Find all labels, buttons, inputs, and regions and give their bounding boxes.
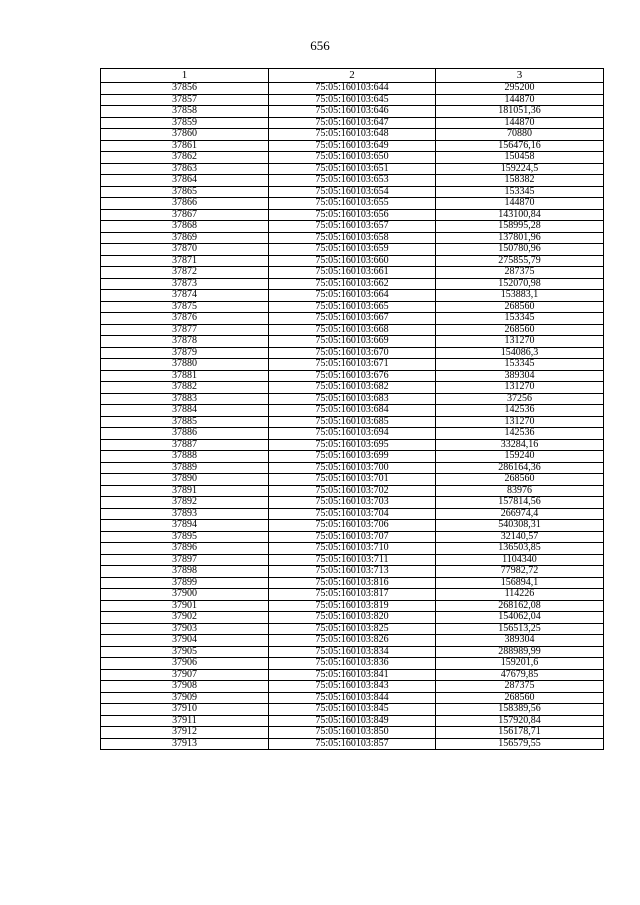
value-cell: 156579,55 (436, 738, 604, 750)
row-number-cell: 37864 (101, 175, 269, 187)
row-number-cell: 37871 (101, 255, 269, 267)
value-cell: 131270 (436, 416, 604, 428)
table-row (101, 635, 604, 647)
table-row (101, 692, 604, 704)
value-cell: 295200 (436, 83, 604, 95)
cadastral-number-cell: 75:05:160103:817 (269, 589, 436, 601)
cadastral-number-cell: 75:05:160103:670 (269, 347, 436, 359)
value-cell: 77982,72 (436, 566, 604, 578)
cadastral-number-cell: 75:05:160103:841 (269, 669, 436, 681)
table-row (101, 416, 604, 428)
row-number-cell: 37892 (101, 497, 269, 509)
row-number-cell: 37894 (101, 520, 269, 532)
cadastral-number-cell: 75:05:160103:667 (269, 313, 436, 325)
row-number-cell: 37884 (101, 405, 269, 417)
table-row (101, 623, 604, 635)
row-number-cell: 37861 (101, 140, 269, 152)
table-row (101, 462, 604, 474)
cadastral-number-cell: 75:05:160103:683 (269, 393, 436, 405)
table-row (101, 393, 604, 405)
row-number-cell: 37908 (101, 681, 269, 693)
table-row (101, 646, 604, 658)
cadastral-number-cell: 75:05:160103:685 (269, 416, 436, 428)
value-cell: 181051,36 (436, 106, 604, 118)
page-number: 656 (310, 38, 330, 53)
table-row (101, 681, 604, 693)
table-row (101, 244, 604, 256)
table-row (101, 198, 604, 210)
row-number-cell: 37900 (101, 589, 269, 601)
value-cell: 288989,99 (436, 646, 604, 658)
cadastral-number-cell: 75:05:160103:646 (269, 106, 436, 118)
table-row (101, 451, 604, 463)
row-number-cell: 37869 (101, 232, 269, 244)
table-row (101, 152, 604, 164)
cadastral-number-cell: 75:05:160103:819 (269, 600, 436, 612)
value-cell: 156178,71 (436, 727, 604, 739)
row-number-cell: 37860 (101, 129, 269, 141)
cadastral-number-cell: 75:05:160103:664 (269, 290, 436, 302)
table-row (101, 566, 604, 578)
table-row (101, 589, 604, 601)
cadastral-number-cell: 75:05:160103:665 (269, 301, 436, 313)
table-row (101, 612, 604, 624)
value-cell: 157920,84 (436, 715, 604, 727)
row-number-cell: 37875 (101, 301, 269, 313)
cadastral-number-cell: 75:05:160103:834 (269, 646, 436, 658)
table-row (101, 577, 604, 589)
value-cell: 540308,31 (436, 520, 604, 532)
value-cell: 144870 (436, 94, 604, 106)
row-number-cell: 37872 (101, 267, 269, 279)
value-cell: 144870 (436, 198, 604, 210)
value-cell: 150780,96 (436, 244, 604, 256)
value-cell: 136503,85 (436, 543, 604, 555)
value-cell: 158995,28 (436, 221, 604, 233)
value-cell: 153345 (436, 313, 604, 325)
cadastral-number-cell: 75:05:160103:820 (269, 612, 436, 624)
row-number-cell: 37866 (101, 198, 269, 210)
table-row (101, 313, 604, 325)
value-cell: 153345 (436, 359, 604, 371)
cadastral-number-cell: 75:05:160103:701 (269, 474, 436, 486)
table-row (101, 94, 604, 106)
row-number-cell: 37870 (101, 244, 269, 256)
value-cell: 114226 (436, 589, 604, 601)
cadastral-number-cell: 75:05:160103:655 (269, 198, 436, 210)
cadastral-number-cell: 75:05:160103:704 (269, 508, 436, 520)
table-row (101, 474, 604, 486)
value-cell: 131270 (436, 336, 604, 348)
row-number-cell: 37867 (101, 209, 269, 221)
value-cell: 154086,3 (436, 347, 604, 359)
value-cell: 158389,56 (436, 704, 604, 716)
cadastral-number-cell: 75:05:160103:650 (269, 152, 436, 164)
table-row (101, 738, 604, 750)
table-row (101, 117, 604, 129)
table-row (101, 439, 604, 451)
row-number-cell: 37909 (101, 692, 269, 704)
cadastral-number-cell: 75:05:160103:668 (269, 324, 436, 336)
value-cell: 154062,04 (436, 612, 604, 624)
value-cell: 159240 (436, 451, 604, 463)
row-number-cell: 37912 (101, 727, 269, 739)
cadastral-number-cell: 75:05:160103:707 (269, 531, 436, 543)
cadastral-number-cell: 75:05:160103:699 (269, 451, 436, 463)
row-number-cell: 37893 (101, 508, 269, 520)
cadastral-number-cell: 75:05:160103:706 (269, 520, 436, 532)
cadastral-number-cell: 75:05:160103:657 (269, 221, 436, 233)
value-cell: 156476,16 (436, 140, 604, 152)
table-header-row (101, 69, 604, 83)
table-row (101, 324, 604, 336)
table-row (101, 669, 604, 681)
value-cell: 33284,16 (436, 439, 604, 451)
cadastral-number-cell: 75:05:160103:669 (269, 336, 436, 348)
column-header-2: 2 (269, 69, 436, 83)
column-header-1: 1 (101, 69, 269, 83)
cadastral-number-cell: 75:05:160103:661 (269, 267, 436, 279)
value-cell: 275855,79 (436, 255, 604, 267)
table-row (101, 405, 604, 417)
table-row (101, 163, 604, 175)
row-number-cell: 37905 (101, 646, 269, 658)
value-cell: 152070,98 (436, 278, 604, 290)
row-number-cell: 37913 (101, 738, 269, 750)
row-number-cell: 37865 (101, 186, 269, 198)
row-number-cell: 37890 (101, 474, 269, 486)
value-cell: 286164,36 (436, 462, 604, 474)
table-row (101, 278, 604, 290)
row-number-cell: 37873 (101, 278, 269, 290)
value-cell: 157814,56 (436, 497, 604, 509)
cadastral-number-cell: 75:05:160103:644 (269, 83, 436, 95)
value-cell: 83976 (436, 485, 604, 497)
table-row (101, 347, 604, 359)
row-number-cell: 37903 (101, 623, 269, 635)
value-cell: 268560 (436, 301, 604, 313)
table-row (101, 209, 604, 221)
cadastral-number-cell: 75:05:160103:656 (269, 209, 436, 221)
value-cell: 142536 (436, 428, 604, 440)
value-cell: 266974,4 (436, 508, 604, 520)
row-number-cell: 37887 (101, 439, 269, 451)
row-number-cell: 37911 (101, 715, 269, 727)
table-row (101, 290, 604, 302)
value-cell: 150458 (436, 152, 604, 164)
row-number-cell: 37882 (101, 382, 269, 394)
value-cell: 158382 (436, 175, 604, 187)
table-row (101, 727, 604, 739)
table-row (101, 232, 604, 244)
table-row (101, 129, 604, 141)
row-number-cell: 37895 (101, 531, 269, 543)
value-cell: 156894,1 (436, 577, 604, 589)
cadastral-number-cell: 75:05:160103:654 (269, 186, 436, 198)
cadastral-number-cell: 75:05:160103:694 (269, 428, 436, 440)
row-number-cell: 37883 (101, 393, 269, 405)
value-cell: 268560 (436, 692, 604, 704)
row-number-cell: 37880 (101, 359, 269, 371)
table-row (101, 531, 604, 543)
cadastral-number-cell: 75:05:160103:710 (269, 543, 436, 555)
cadastral-number-cell: 75:05:160103:676 (269, 370, 436, 382)
row-number-cell: 37862 (101, 152, 269, 164)
row-number-cell: 37859 (101, 117, 269, 129)
row-number-cell: 37881 (101, 370, 269, 382)
row-number-cell: 37898 (101, 566, 269, 578)
table-row (101, 715, 604, 727)
table-row (101, 175, 604, 187)
row-number-cell: 37858 (101, 106, 269, 118)
value-cell: 159201,6 (436, 658, 604, 670)
table-row (101, 255, 604, 267)
value-cell: 153345 (436, 186, 604, 198)
table-row (101, 485, 604, 497)
cadastral-number-cell: 75:05:160103:700 (269, 462, 436, 474)
table-row (101, 554, 604, 566)
value-cell: 159224,5 (436, 163, 604, 175)
table-row (101, 497, 604, 509)
row-number-cell: 37886 (101, 428, 269, 440)
column-header-3: 3 (436, 69, 604, 83)
row-number-cell: 37899 (101, 577, 269, 589)
value-cell: 268560 (436, 474, 604, 486)
table-row (101, 600, 604, 612)
row-number-cell: 37878 (101, 336, 269, 348)
data-table (100, 68, 604, 750)
row-number-cell: 37885 (101, 416, 269, 428)
row-number-cell: 37879 (101, 347, 269, 359)
row-number-cell: 37907 (101, 669, 269, 681)
cadastral-number-cell: 75:05:160103:662 (269, 278, 436, 290)
cadastral-number-cell: 75:05:160103:849 (269, 715, 436, 727)
table-row (101, 359, 604, 371)
row-number-cell: 37897 (101, 554, 269, 566)
value-cell: 153883,1 (436, 290, 604, 302)
row-number-cell: 37888 (101, 451, 269, 463)
value-cell: 1104340 (436, 554, 604, 566)
row-number-cell: 37904 (101, 635, 269, 647)
cadastral-number-cell: 75:05:160103:825 (269, 623, 436, 635)
value-cell: 131270 (436, 382, 604, 394)
cadastral-number-cell: 75:05:160103:816 (269, 577, 436, 589)
row-number-cell: 37856 (101, 83, 269, 95)
row-number-cell: 37889 (101, 462, 269, 474)
table-row (101, 83, 604, 95)
row-number-cell: 37902 (101, 612, 269, 624)
row-number-cell: 37877 (101, 324, 269, 336)
cadastral-number-cell: 75:05:160103:845 (269, 704, 436, 716)
table-row (101, 221, 604, 233)
table-row (101, 370, 604, 382)
row-number-cell: 37857 (101, 94, 269, 106)
row-number-cell: 37891 (101, 485, 269, 497)
cadastral-number-cell: 75:05:160103:658 (269, 232, 436, 244)
row-number-cell: 37874 (101, 290, 269, 302)
row-number-cell: 37868 (101, 221, 269, 233)
table-body (101, 83, 604, 750)
cadastral-number-cell: 75:05:160103:653 (269, 175, 436, 187)
table-row (101, 508, 604, 520)
cadastral-number-cell: 75:05:160103:826 (269, 635, 436, 647)
table-row (101, 658, 604, 670)
table-row (101, 520, 604, 532)
row-number-cell: 37906 (101, 658, 269, 670)
table-row (101, 543, 604, 555)
table-row (101, 140, 604, 152)
cadastral-number-cell: 75:05:160103:671 (269, 359, 436, 371)
table-row (101, 301, 604, 313)
value-cell: 144870 (436, 117, 604, 129)
value-cell: 47679,85 (436, 669, 604, 681)
row-number-cell: 37910 (101, 704, 269, 716)
cadastral-number-cell: 75:05:160103:659 (269, 244, 436, 256)
cadastral-number-cell: 75:05:160103:857 (269, 738, 436, 750)
cadastral-number-cell: 75:05:160103:651 (269, 163, 436, 175)
cadastral-number-cell: 75:05:160103:702 (269, 485, 436, 497)
cadastral-number-cell: 75:05:160103:647 (269, 117, 436, 129)
table-row (101, 186, 604, 198)
cadastral-number-cell: 75:05:160103:703 (269, 497, 436, 509)
table-row (101, 382, 604, 394)
table-row (101, 267, 604, 279)
cadastral-number-cell: 75:05:160103:843 (269, 681, 436, 693)
table-row (101, 428, 604, 440)
table-row (101, 704, 604, 716)
row-number-cell: 37876 (101, 313, 269, 325)
value-cell: 70880 (436, 129, 604, 141)
cadastral-number-cell: 75:05:160103:682 (269, 382, 436, 394)
value-cell: 143100,84 (436, 209, 604, 221)
table-row (101, 336, 604, 348)
table-row (101, 106, 604, 118)
value-cell: 37256 (436, 393, 604, 405)
value-cell: 268560 (436, 324, 604, 336)
cadastral-number-cell: 75:05:160103:645 (269, 94, 436, 106)
cadastral-number-cell: 75:05:160103:684 (269, 405, 436, 417)
cadastral-number-cell: 75:05:160103:713 (269, 566, 436, 578)
value-cell: 268162,08 (436, 600, 604, 612)
cadastral-number-cell: 75:05:160103:648 (269, 129, 436, 141)
cadastral-number-cell: 75:05:160103:836 (269, 658, 436, 670)
cadastral-number-cell: 75:05:160103:695 (269, 439, 436, 451)
cadastral-number-cell: 75:05:160103:660 (269, 255, 436, 267)
cadastral-number-cell: 75:05:160103:850 (269, 727, 436, 739)
value-cell: 287375 (436, 267, 604, 279)
value-cell: 389304 (436, 635, 604, 647)
cadastral-number-cell: 75:05:160103:711 (269, 554, 436, 566)
row-number-cell: 37896 (101, 543, 269, 555)
value-cell: 287375 (436, 681, 604, 693)
value-cell: 156513,25 (436, 623, 604, 635)
value-cell: 389304 (436, 370, 604, 382)
row-number-cell: 37901 (101, 600, 269, 612)
cadastral-number-cell: 75:05:160103:649 (269, 140, 436, 152)
value-cell: 142536 (436, 405, 604, 417)
cadastral-number-cell: 75:05:160103:844 (269, 692, 436, 704)
value-cell: 137801,96 (436, 232, 604, 244)
value-cell: 32140,57 (436, 531, 604, 543)
row-number-cell: 37863 (101, 163, 269, 175)
